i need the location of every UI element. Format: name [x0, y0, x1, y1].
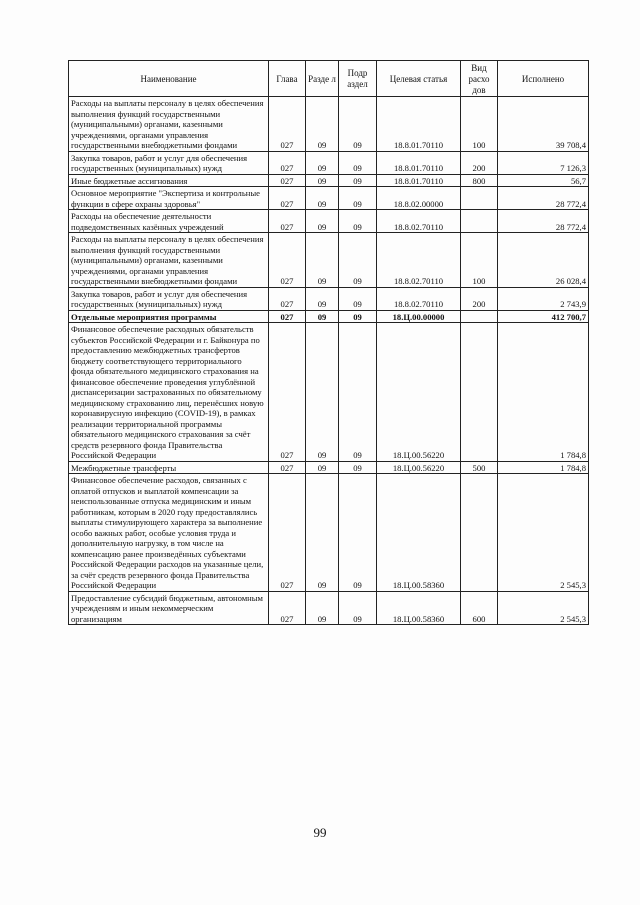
cell-glava: 027	[269, 474, 306, 592]
cell-vid: 100	[461, 97, 498, 152]
cell-razdel: 09	[306, 187, 339, 210]
cell-podrazdel: 09	[339, 187, 377, 210]
cell-vid: 800	[461, 174, 498, 187]
cell-name: Отдельные мероприятия программы	[69, 310, 269, 323]
cell-podrazdel: 09	[339, 591, 377, 625]
cell-podrazdel: 09	[339, 97, 377, 152]
cell-vid	[461, 474, 498, 592]
cell-glava: 027	[269, 97, 306, 152]
cell-name: Расходы на обеспечение деятельности подведомственных казённых учреждений	[69, 210, 269, 233]
cell-vid: 600	[461, 591, 498, 625]
cell-statya: 18.Ц.00.56220	[377, 323, 461, 462]
header-glava: Глава	[269, 61, 306, 97]
cell-ispolneno: 28 772,4	[498, 187, 589, 210]
cell-name: Закупка товаров, работ и услуг для обеспечения государственных (муниципальных) нужд	[69, 151, 269, 174]
cell-ispolneno: 28 772,4	[498, 210, 589, 233]
cell-ispolneno: 412 700,7	[498, 310, 589, 323]
cell-vid	[461, 323, 498, 462]
cell-vid	[461, 310, 498, 323]
cell-vid: 100	[461, 233, 498, 288]
table-row	[69, 474, 589, 592]
cell-name: Предоставление субсидий бюджетным, автономным учреждениям и иным некоммерческим организациям	[69, 591, 269, 625]
cell-name: Закупка товаров, работ и услуг для обеспечения государственных (муниципальных) нужд	[69, 287, 269, 310]
cell-podrazdel: 09	[339, 323, 377, 462]
cell-name: Расходы на выплаты персоналу в целях обеспечения выполнения функций государственными (муниципальными) органами, казенными учреждениями, органами управления государственными внебюджетными фондами	[69, 233, 269, 288]
cell-razdel: 09	[306, 97, 339, 152]
cell-name: Иные бюджетные ассигнования	[69, 174, 269, 187]
cell-statya: 18.Ц.00.58360	[377, 591, 461, 625]
budget-execution-table	[68, 60, 589, 625]
table-row	[69, 174, 589, 187]
cell-vid	[461, 187, 498, 210]
table-row	[69, 310, 589, 323]
cell-glava: 027	[269, 287, 306, 310]
table-row	[69, 461, 589, 474]
cell-vid: 200	[461, 151, 498, 174]
cell-ispolneno: 2 545,3	[498, 474, 589, 592]
cell-podrazdel: 09	[339, 310, 377, 323]
cell-podrazdel: 09	[339, 151, 377, 174]
cell-statya: 18.8.01.70110	[377, 174, 461, 187]
table-row	[69, 323, 589, 462]
cell-name: Межбюджетные трансферты	[69, 461, 269, 474]
cell-vid: 500	[461, 461, 498, 474]
table-row	[69, 210, 589, 233]
cell-razdel: 09	[306, 474, 339, 592]
cell-vid	[461, 210, 498, 233]
cell-glava: 027	[269, 174, 306, 187]
cell-podrazdel: 09	[339, 461, 377, 474]
cell-ispolneno: 2 743,9	[498, 287, 589, 310]
header-razdel: Разде л	[306, 61, 339, 97]
cell-statya: 18.8.02.70110	[377, 233, 461, 288]
cell-ispolneno: 26 028,4	[498, 233, 589, 288]
table-row	[69, 97, 589, 152]
cell-podrazdel: 09	[339, 174, 377, 187]
cell-glava: 027	[269, 310, 306, 323]
cell-razdel: 09	[306, 174, 339, 187]
cell-name: Расходы на выплаты персоналу в целях обеспечения выполнения функций государственными (муниципальными) органами, казенными учреждениями, органами управления государственными внебюджетными фондами	[69, 97, 269, 152]
header-podrazdel: Подр аздел	[339, 61, 377, 97]
table-body	[69, 97, 589, 625]
cell-razdel: 09	[306, 233, 339, 288]
cell-ispolneno: 1 784,8	[498, 323, 589, 462]
cell-name: Основное мероприятие "Экспертиза и контрольные функции в сфере охраны здоровья"	[69, 187, 269, 210]
cell-razdel: 09	[306, 210, 339, 233]
cell-statya: 18.8.02.70110	[377, 210, 461, 233]
cell-statya: 18.8.01.70110	[377, 151, 461, 174]
cell-glava: 027	[269, 151, 306, 174]
cell-podrazdel: 09	[339, 474, 377, 592]
cell-glava: 027	[269, 591, 306, 625]
cell-name: Финансовое обеспечение расходных обязательств субъектов Российской Федерации и г. Байконура по предоставлению межбюджетных трансфертов бюджету соответствующего территориального фонда обязательного медицинского страхования на финансовое обеспечение проведения углублённой диспансеризации застрахованных по обязательному медицинскому страхованию лиц, перенёсших новую коронавирусную инфекцию (COVID-19), в рамках реализации территориальной программы обязательного медицинского страхования за счёт средств резервного фонда Правительства Российской Федерации	[69, 323, 269, 462]
cell-razdel: 09	[306, 310, 339, 323]
cell-podrazdel: 09	[339, 287, 377, 310]
cell-statya: 18.8.02.70110	[377, 287, 461, 310]
cell-ispolneno: 2 545,3	[498, 591, 589, 625]
cell-glava: 027	[269, 323, 306, 462]
cell-glava: 027	[269, 233, 306, 288]
cell-ispolneno: 56,7	[498, 174, 589, 187]
cell-razdel: 09	[306, 287, 339, 310]
table-row	[69, 233, 589, 288]
table-header-row	[69, 61, 589, 97]
header-name: Наименование	[69, 61, 269, 97]
cell-ispolneno: 7 126,3	[498, 151, 589, 174]
cell-podrazdel: 09	[339, 210, 377, 233]
cell-ispolneno: 39 708,4	[498, 97, 589, 152]
cell-statya: 18.Ц.00.58360	[377, 474, 461, 592]
cell-razdel: 09	[306, 461, 339, 474]
cell-ispolneno: 1 784,8	[498, 461, 589, 474]
cell-glava: 027	[269, 210, 306, 233]
cell-razdel: 09	[306, 151, 339, 174]
header-statya: Целевая статья	[377, 61, 461, 97]
table-row	[69, 187, 589, 210]
cell-statya: 18.8.02.00000	[377, 187, 461, 210]
page-number: 99	[313, 825, 327, 840]
cell-name: Финансовое обеспечение расходов, связанных с оплатой отпусков и выплатой компенсации за неиспользованные отпуска медицинским и иным работникам, которым в 2020 году предоставлялись выплаты стимулирующего характера за выполнение особо важных работ, особые условия труда и дополнительную нагрузку, в том числе на компенсацию ранее произведённых субъектами Российской Федерации расходов на указанные цели, за счёт средств резервного фонда Правительства Российской Федерации	[69, 474, 269, 592]
cell-glava: 027	[269, 187, 306, 210]
cell-vid: 200	[461, 287, 498, 310]
cell-statya: 18.8.01.70110	[377, 97, 461, 152]
cell-statya: 18.Ц.00.00000	[377, 310, 461, 323]
cell-razdel: 09	[306, 323, 339, 462]
cell-razdel: 09	[306, 591, 339, 625]
header-vid: Вид расхо дов	[461, 61, 498, 97]
cell-glava: 027	[269, 461, 306, 474]
header-ispolneno: Исполнено	[498, 61, 589, 97]
cell-statya: 18.Ц.00.56220	[377, 461, 461, 474]
table-row	[69, 287, 589, 310]
cell-podrazdel: 09	[339, 233, 377, 288]
table-row	[69, 591, 589, 625]
table-row	[69, 151, 589, 174]
